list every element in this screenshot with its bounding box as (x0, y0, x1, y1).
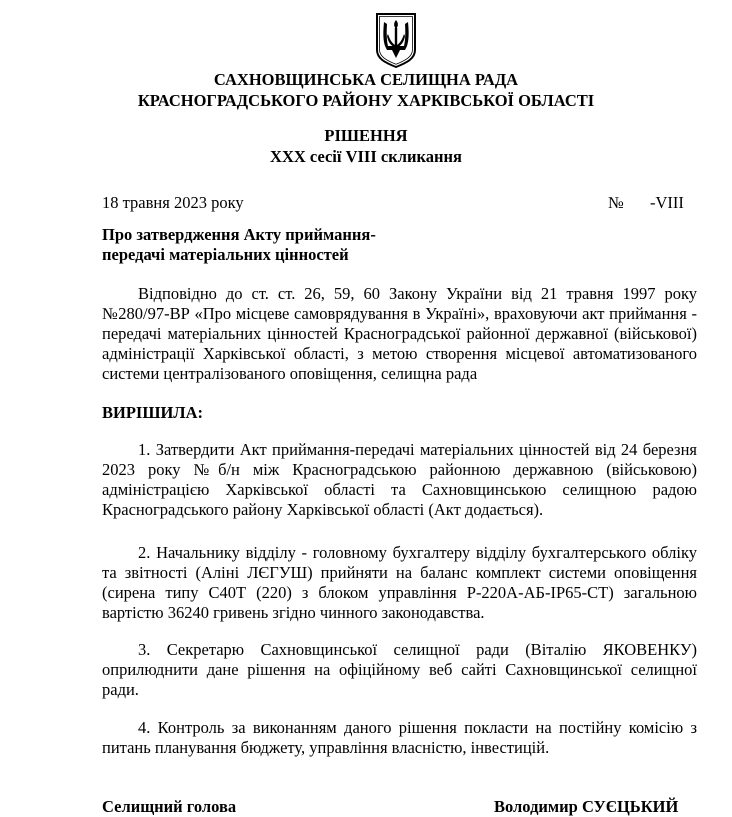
decision-item-2: 2. Начальнику відділу - головному бухгалтеру відділу бухгалтерського обліку та звітності (Аліні ЛЄГУШ) прийняти на баланс комплект системи оповіщення (сирена типу С40Т (220) з блоком управління Р-220А-АБ-ІР65-СТ) загальною вартістю 36240 гривень згідно чинного законодавства. (102, 543, 697, 622)
council-name-line2: КРАСНОГРАДСЬКОГО РАЙОНУ ХАРКІВСЬКОЇ ОБЛАСТІ (137, 91, 595, 110)
decision-item-4: 4. Контроль за виконанням даного рішення покласти на постійну комісію з питань планування бюджету, управління власністю, інвестицій. (102, 718, 697, 757)
signature-name: Володимир СУЄЦЬКИЙ (494, 797, 679, 816)
decision-date: 18 травня 2023 року (102, 193, 244, 212)
session-subtitle: XXX сесії VIII скликання (270, 147, 462, 166)
decided-label: ВИРІШИЛА: (102, 403, 203, 422)
ukraine-trident-coat-of-arms-icon (375, 12, 417, 68)
decision-item-3: 3. Секретарю Сахновщинської селищної ради (Віталію ЯКОВЕНКУ) оприлюднити дане рішення на офіційному веб сайті Сахновщинської селищної ради. (102, 640, 697, 699)
decision-item-1: 1. Затвердити Акт приймання-передачі матеріальних цінностей від 24 березня 2023 року №б/н між Красноградською районною державною (військовою) адміністрацією Харківської області та Сахновщинською селищною радою Красноградського району Харківської області (Акт додається). (102, 440, 697, 519)
document-type-title: РІШЕННЯ (324, 126, 408, 145)
preamble-paragraph: Відповідно до ст. ст. 26, 59, 60 Закону України від 21 травня 1997 року №280/97-ВР «Про місцеве самоврядування в Україні», враховуючи акт приймання - передачі матеріальних цінностей Красноградської районної державної (військової) адміністрації Харківської області, з метою створення місцевої автоматизованого системи централізованого оповіщення, селищна рада (102, 284, 697, 383)
council-name-line1: САХНОВЩИНСЬКА СЕЛИЩНА РАДА (213, 70, 519, 89)
subject-line1: Про затвердження Акту приймання- (102, 225, 376, 244)
signature-position: Селищний голова (102, 797, 237, 816)
subject-line2: передачі матеріальних цінностей (102, 245, 349, 264)
decision-number-sign: № (608, 193, 624, 212)
decision-number: -VIII (650, 193, 684, 212)
